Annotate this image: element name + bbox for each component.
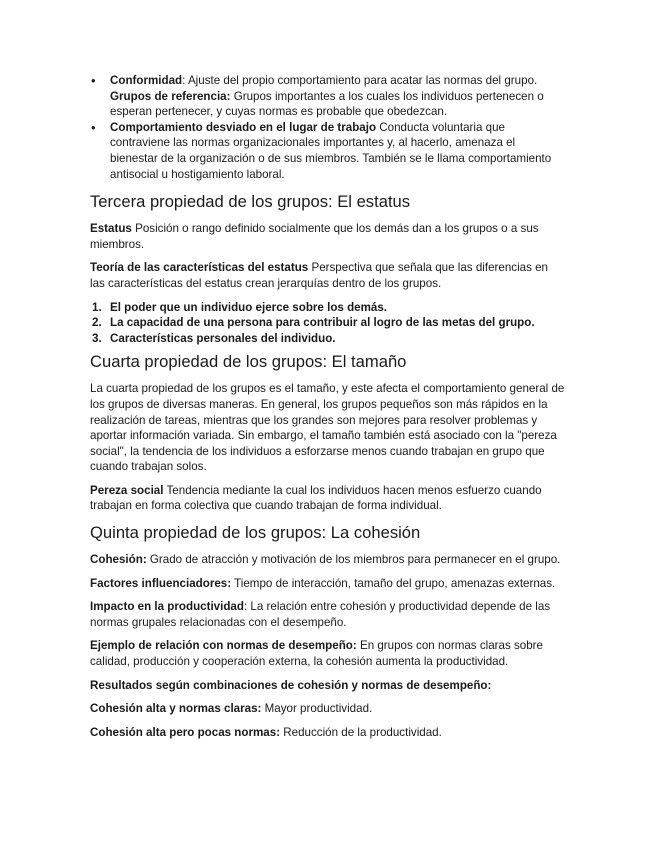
intro-bullet-list — [90, 73, 565, 182]
estatus-numbered-list — [90, 300, 565, 347]
def-ejemplo: En grupos con normas claras sobre calidad, producción y cooperación externa, la cohesión aumenta la productividad. — [90, 639, 543, 669]
term-resultados: Resultados según combinaciones de cohesión y normas de desempeño: — [90, 678, 492, 692]
def-conformidad: : Ajuste del propio comportamiento para acatar las normas del grupo. — [182, 74, 538, 87]
numbered-item: 3. Características personales del individuo. — [92, 331, 336, 345]
def-cohesion: Grado de atracción y motivación de los miembros para permanecer en el grupo. — [146, 553, 561, 567]
paragraph-tamano: La cuarta propiedad de los grupos es el tamaño, y este afecta el comportamiento general de los grupos de diversas maneras. En general, los grupos pequeños son más rápidos en la realización de tareas, mientras que los grandes son mejores para resolver problemas y aportar información variada. Sin embargo, el tamaño también está asociado con la "pereza social", la tendencia de los individuos a esforzarse menos cuando trabajan en grupo que cuando trabajan solos. — [90, 382, 565, 474]
paragraph-cohesion-alta-pocas — [90, 725, 565, 741]
paragraph-ejemplo — [90, 638, 565, 669]
term-comportamiento-desviado: Comportamiento desviado en el lugar de trabajo — [110, 120, 377, 134]
def-grupos-referencia: Grupos importantes a los cuales los individuos pertenecen o esperan pertenecer, y cuyas normas es probable que obedezcan. — [110, 89, 544, 119]
paragraph-pereza-social — [90, 483, 565, 514]
paragraph-factores — [90, 576, 565, 592]
term-teoria-estatus: Teoría de las características del estatus — [90, 261, 309, 275]
def-factores: Tiempo de interacción, tamaño del grupo, amenazas externas. — [231, 576, 556, 590]
heading-quinta-propiedad: Quinta propiedad de los grupos: La cohesión — [90, 523, 421, 543]
term-ejemplo: Ejemplo de relación con normas de desempeño: — [90, 639, 357, 653]
numbered-item-text: El poder que un individuo ejerce sobre los demás. — [110, 300, 388, 314]
term-impacto: Impacto en la productividad — [90, 600, 244, 614]
bullet-icon: • — [91, 73, 96, 88]
term-cohesion-alta-claras: Cohesión alta y normas claras: — [90, 702, 262, 716]
def-cohesion-alta-pocas: Reducción de la productividad. — [280, 725, 442, 739]
heading-tercera-propiedad: Tercera propiedad de los grupos: El estatus — [90, 192, 411, 212]
paragraph-resultados — [90, 678, 565, 694]
heading-cuarta-propiedad: Cuarta propiedad de los grupos: El tamaño — [90, 352, 407, 372]
paragraph-estatus — [90, 221, 565, 252]
bullet-icon: • — [91, 119, 96, 135]
numbered-item-text: Características personales del individuo. — [110, 331, 336, 345]
numbered-item-text: La capacidad de una persona para contribuir al logro de las metas del grupo. — [110, 316, 535, 330]
term-estatus: Estatus — [90, 222, 132, 236]
paragraph-impacto — [90, 599, 565, 630]
term-conformidad: Conformidad — [110, 74, 183, 87]
bullet-item-conformidad — [90, 73, 565, 120]
def-pereza-social: Tendencia mediante la cual los individuos hacen menos esfuerzo cuando trabajan en forma colectiva que cuando trabajan de forma individual. — [90, 483, 542, 513]
def-estatus: Posición o rango definido socialmente que los demás dan a los grupos o a sus miembros. — [90, 222, 539, 251]
term-factores: Factores influenciadores: — [90, 576, 232, 590]
paragraph-cohesion-alta-claras — [90, 701, 565, 717]
term-grupos-referencia: Grupos de referencia: — [110, 89, 231, 103]
paragraph-cohesion — [90, 552, 565, 568]
def-cohesion-alta-claras: Mayor productividad. — [261, 702, 373, 716]
bullet-item-comportamiento-desviado — [90, 120, 565, 182]
term-cohesion-alta-pocas: Cohesión alta pero pocas normas: — [90, 725, 281, 739]
paragraph-teoria-estatus — [90, 260, 565, 291]
term-pereza-social: Pereza social — [90, 483, 164, 497]
numbered-item: 1. El poder que un individuo ejerce sobre los demás. — [92, 300, 388, 314]
def-impacto: : La relación entre cohesión y productividad depende de las normas grupales relacionadas con el desempeño. — [90, 600, 551, 629]
numbered-item: 2. La capacidad de una persona para contribuir al logro de las metas del grupo. — [92, 316, 535, 330]
def-teoria-estatus: Perspectiva que señala que las diferencias en las características del estatus crean jerarquías dentro de los grupos. — [90, 261, 549, 290]
def-comportamiento-desviado: Conducta voluntaria que contraviene las normas organizacionales importantes y, al hacerlo, amenaza el bienestar de la organización o de sus miembros. También se le llama comportamiento antisocial u hostigamiento laboral. — [110, 120, 552, 181]
term-cohesion: Cohesión: — [90, 553, 147, 567]
